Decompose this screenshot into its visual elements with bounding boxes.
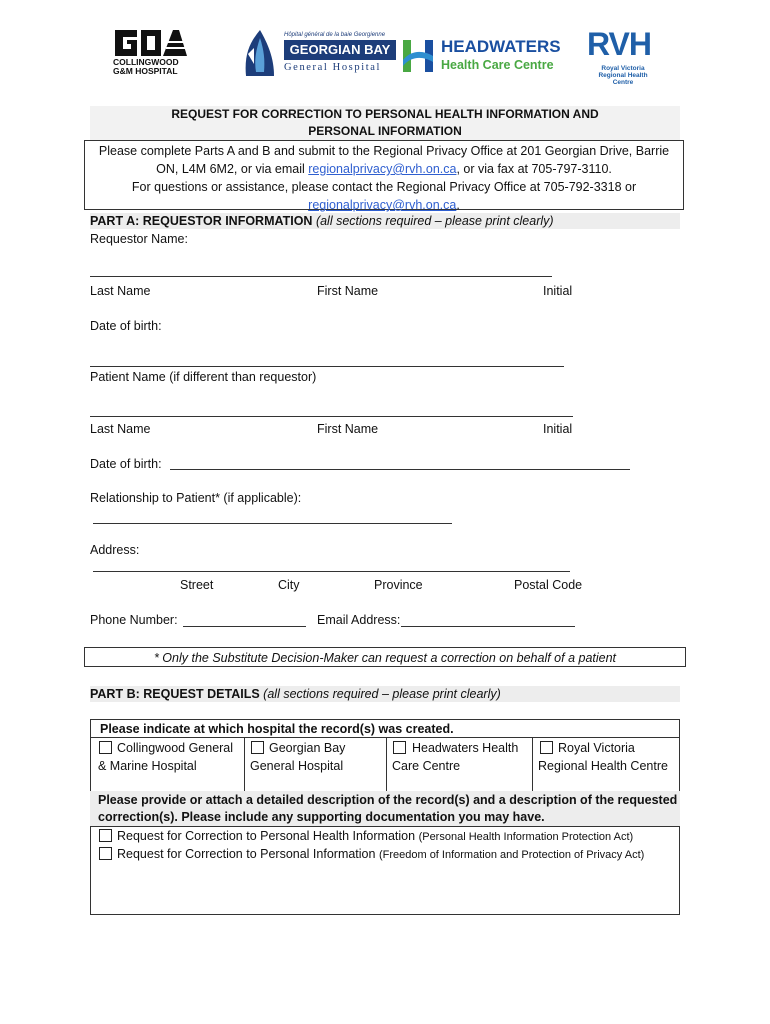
collingwood-checkbox[interactable] [99,741,112,754]
part-a-header-note: (all sections required – please print clearly) [315,214,554,228]
phone-field[interactable] [183,626,306,627]
patient-name-field[interactable] [90,416,573,417]
cgm-logo-line2: G&M HOSPITAL [113,66,178,76]
phipa-correction-text: Request for Correction to Personal Health Information [117,829,416,843]
headwaters-label-2: Care Centre [392,759,461,773]
rvh-logo-sub2: Regional Health Centre [598,72,648,86]
city-label: City [278,578,300,592]
instructions-line2-pre: ON, L4M 6M2, or via email [156,162,309,176]
patient-dob-field[interactable] [170,469,630,470]
fippa-correction-label [117,847,644,863]
patient-first-name-label: First Name [317,422,379,436]
georgian-bay-label-2: General Hospital [250,759,344,773]
instructions-line3: For questions or assistance, please contact the Regional Privacy Office at 705-792-3318 or [131,180,637,194]
rvh-label-1: Royal Victoria [558,741,635,755]
province-label: Province [374,578,423,592]
privacy-email-link[interactable]: regionalprivacy@rvh.on.ca [308,162,457,176]
headwaters-checkbox[interactable] [393,741,406,754]
email-label: Email Address: [317,613,401,627]
georgian-bay-logo-main: GEORGIAN BAY [284,40,396,60]
dob-field[interactable] [90,366,564,367]
headwaters-logo-sub: Health Care Centre [441,58,554,72]
patient-last-name-label: Last Name [90,422,151,436]
hospital-col-divider-3 [532,737,533,791]
request-details-instructions [90,791,680,826]
collingwood-label-2: & Marine Hospital [98,759,197,773]
request-details-line2: correction(s). Please include any supporting documentation you may have. [98,810,545,824]
rvh-logo-main: RVH [587,26,651,62]
instructions-box [84,140,684,210]
instructions-line2 [85,160,683,178]
first-name-label: First Name [317,284,379,298]
collingwood-label-1: Collingwood General [117,741,234,755]
rvh-logo-sub1: Royal Victoria [601,65,645,72]
part-b-header-title: PART B: REQUEST DETAILS [90,687,260,701]
georgian-bay-logo-icon [240,28,280,78]
hospital-col-divider-1 [244,737,245,791]
initial-label: Initial [543,284,573,298]
fippa-correction-text: Request for Correction to Personal Information [117,847,376,861]
dob-label: Date of birth: [90,319,162,333]
rvh-checkbox[interactable] [540,741,553,754]
request-details-divider [90,826,680,827]
address-label: Address: [90,543,140,557]
part-b-header-note: (all sections required – please print clearly) [263,687,501,701]
part-a-header-title: PART A: REQUESTOR INFORMATION [90,214,313,228]
instructions-line4-post: . [456,198,460,212]
instructions-line1: Please complete Parts A and B and submit to the Regional Privacy Office at 201 Georgian Drive, Barrie [98,144,670,158]
fippa-correction-checkbox[interactable] [99,847,112,860]
georgian-bay-checkbox[interactable] [251,741,264,754]
requestor-name-label: Requestor Name: [90,232,188,246]
phone-label: Phone Number: [90,613,178,627]
sdm-note: * Only the Substitute Decision-Maker can request a correction on behalf of a patient [84,647,686,667]
cgm-logo-text [113,58,179,76]
logo-bar [0,0,770,95]
address-field[interactable] [93,571,570,572]
georgian-bay-logo-sub: General Hospital [284,62,382,73]
rvh-label-2: Regional Health Centre [538,759,668,773]
phipa-act-text: (Personal Health Information Protection Act) [418,831,634,843]
hospital-col-divider-2 [386,737,387,791]
instructions-line4 [85,196,683,214]
street-label: Street [180,578,214,592]
headwaters-logo-icon [401,38,435,74]
phipa-correction-label [117,829,633,845]
privacy-email-link-2[interactable]: regionalprivacy@rvh.on.ca [308,198,457,212]
headwaters-label-1: Headwaters Health [412,741,519,755]
rvh-logo-sub [588,65,658,86]
relationship-field[interactable] [93,523,452,524]
phipa-correction-checkbox[interactable] [99,829,112,842]
georgian-bay-logo-small: Hôpital général de la baie Georgienne [284,32,386,38]
last-name-label: Last Name [90,284,151,298]
hospital-header-divider [90,737,680,738]
patient-initial-label: Initial [543,422,573,436]
cgm-logo-icon [113,28,189,58]
hospital-question: Please indicate at which hospital the record(s) was created. [100,722,454,736]
request-details-line1: Please provide or attach a detailed description of the record(s) and a description of the requested [98,793,678,807]
instructions-line2-post: , or via fax at 705-797-3110. [456,162,612,176]
patient-dob-label: Date of birth: [90,457,162,471]
part-b-header [90,686,680,702]
form-title-line2: PERSONAL INFORMATION [308,124,462,138]
requestor-name-field[interactable] [90,276,552,277]
cgm-logo-line1: COLLINGWOOD [113,57,179,67]
form-title-line1: REQUEST FOR CORRECTION TO PERSONAL HEALTH INFORMATION AND [171,107,599,121]
email-field[interactable] [401,626,575,627]
form-title [90,106,680,140]
fippa-act-text: (Freedom of Information and Protection of Privacy Act) [378,849,645,861]
headwaters-logo-main: HEADWATERS [441,37,561,56]
relationship-label: Relationship to Patient* (if applicable): [90,491,302,505]
patient-name-label: Patient Name (if different than requestor) [90,370,317,384]
part-a-header [90,213,680,229]
georgian-bay-label-1: Georgian Bay [269,741,346,755]
postal-code-label: Postal Code [514,578,583,592]
